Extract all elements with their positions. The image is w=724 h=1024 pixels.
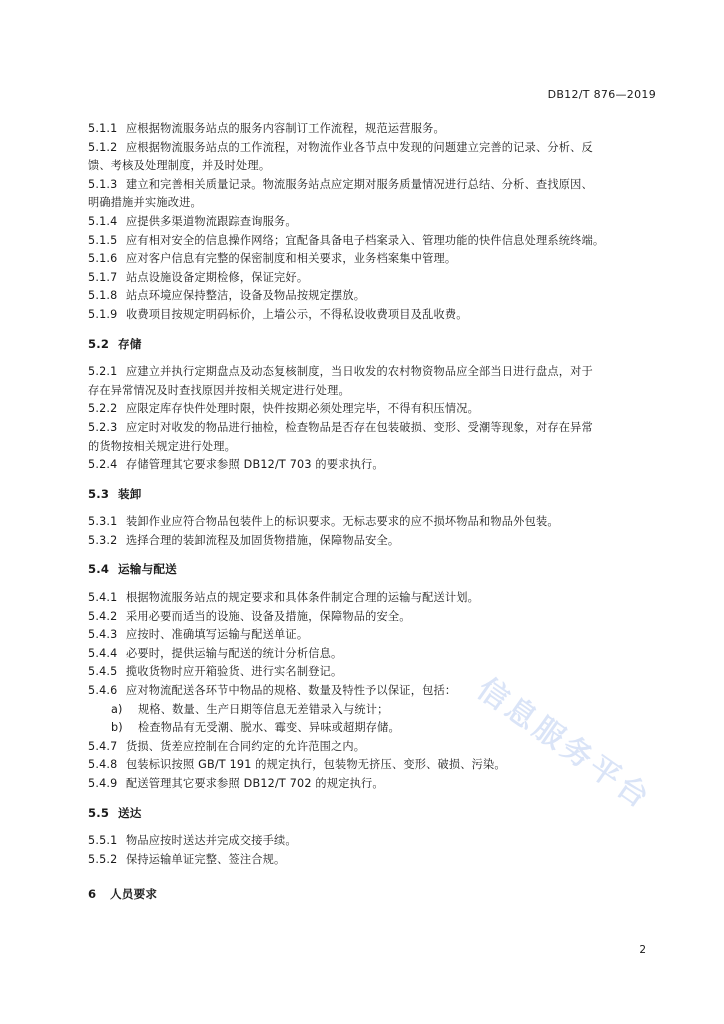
watermark-text: 信息服务平台 xyxy=(470,671,658,818)
clause-group-5-4 xyxy=(88,589,658,794)
document-body xyxy=(88,120,658,914)
clause-text: 保持运输单证完整、签注合规。 xyxy=(126,852,286,866)
clause-text: 应有相对安全的信息操作网络；宜配备具备电子档案录入、管理功能的快件信息处理系统终端。 xyxy=(126,233,605,247)
clause-text: 应对客户信息有完整的保密制度和相关要求，业务档案集中管理。 xyxy=(126,252,457,266)
clause-5-4-2 xyxy=(88,608,658,627)
clause-5-4-8 xyxy=(88,756,658,775)
clause-text-continued: 馈、考核及处理制度，并及时处理。 xyxy=(88,159,271,173)
clause-number: 5.2.2 xyxy=(88,402,118,416)
clause-text: 建立和完善相关质量记录。物流服务站点应定期对服务质量情况进行总结、分析、查找原因、 xyxy=(126,177,593,191)
clause-number: 5.5.2 xyxy=(88,852,118,866)
clause-number: 5.4.3 xyxy=(88,628,118,642)
clause-text: 选择合理的装卸流程及加固货物措施，保障物品安全。 xyxy=(126,533,400,547)
clause-number: 5.4.2 xyxy=(88,609,118,623)
section-heading-5-5 xyxy=(88,804,658,823)
section-title: 装卸 xyxy=(118,486,142,501)
clause-5-4-3 xyxy=(88,626,658,645)
document-code: DB12/T 876—2019 xyxy=(547,88,656,101)
clause-text: 应建立并执行定期盘点及动态复核制度，当日收发的农村物资物品应全部当日进行盘点，对于 xyxy=(126,365,593,379)
clause-text: 应根据物流服务站点的服务内容制订工作流程，规范运营服务。 xyxy=(126,122,445,135)
clause-5-5-2 xyxy=(88,851,658,870)
section-number: 6 xyxy=(88,887,97,902)
section-heading-6 xyxy=(88,885,658,904)
clause-5-2-1 xyxy=(88,363,658,400)
clause-5-4-5 xyxy=(88,663,658,682)
clause-number: 5.4.5 xyxy=(88,665,118,679)
clause-5-1-1 xyxy=(88,120,658,139)
clause-text-continued: 明确措施并实施改进。 xyxy=(88,196,202,210)
clause-number: 5.5.1 xyxy=(88,834,118,848)
section-title: 送达 xyxy=(118,805,142,820)
clause-5-4-9 xyxy=(88,775,658,794)
clause-number: 5.1.4 xyxy=(88,214,118,228)
clause-5-5-1 xyxy=(88,832,658,851)
clause-5-2-3 xyxy=(88,419,658,456)
clause-group-5-5 xyxy=(88,832,658,869)
clause-text-continued: 存在异常情况及时查找原因并按相关规定进行处理。 xyxy=(88,383,350,397)
clause-text: 应根据物流服务站点的工作流程，对物流作业各节点中发现的问题建立完善的记录、分析、反 xyxy=(126,140,593,154)
clause-5-1-5 xyxy=(88,232,658,251)
clause-number: 5.4.9 xyxy=(88,777,118,790)
clause-text: 包装标识按照 GB/T 191 的规定执行，包装物无挤压、变形、破损、污染。 xyxy=(126,758,506,772)
clause-5-1-4 xyxy=(88,213,658,232)
section-heading-5-2 xyxy=(88,335,658,354)
clause-number: 5.1.9 xyxy=(88,307,118,321)
clause-5-3-2 xyxy=(88,532,658,551)
clause-text: 采用必要而适当的设施、设备及措施，保障物品的安全。 xyxy=(126,609,411,623)
clause-number: 5.4.6 xyxy=(88,684,118,698)
clause-text-continued: 的货物按相关规定进行处理。 xyxy=(88,439,237,453)
clause-5-4-6 xyxy=(88,682,658,701)
clause-5-1-8 xyxy=(88,287,658,306)
clause-number: 5.4.1 xyxy=(88,591,118,605)
clause-number: 5.1.3 xyxy=(88,177,118,191)
clause-text: 应对物流配送各环节中物品的规格、数量及特性予以保证，包括： xyxy=(126,684,457,698)
clause-text: 应限定库存快件处理时限，快件按期必须处理完毕，不得有积压情况。 xyxy=(126,402,480,416)
clause-text: 存储管理其它要求参照 DB12/T 703 的要求执行。 xyxy=(126,458,384,472)
clause-number: 5.1.5 xyxy=(88,233,118,247)
clause-number: 5.1.2 xyxy=(88,140,118,154)
clause-5-3-1 xyxy=(88,513,658,532)
list-item-label: a) xyxy=(111,702,123,716)
clause-number: 5.2.3 xyxy=(88,420,118,434)
list-item-b xyxy=(88,719,658,738)
clause-5-1-7 xyxy=(88,269,658,288)
clause-group-5-2 xyxy=(88,363,658,475)
list-item-label: b) xyxy=(111,721,123,735)
section-number: 5.5 xyxy=(88,805,110,820)
section-title: 存储 xyxy=(118,336,142,351)
section-heading-5-4 xyxy=(88,560,658,579)
clause-5-4-1 xyxy=(88,589,658,608)
clause-5-2-2 xyxy=(88,400,658,419)
clause-text: 根据物流服务站点的规定要求和具体条件制定合理的运输与配送计划。 xyxy=(126,591,480,605)
clause-number: 5.4.7 xyxy=(88,739,118,753)
clause-5-1-3 xyxy=(88,176,658,213)
clause-text: 配送管理其它要求参照 DB12/T 702 的规定执行。 xyxy=(126,777,384,790)
clause-text: 站点环境应保持整洁，设备及物品按规定摆放。 xyxy=(126,289,366,303)
section-title: 运输与配送 xyxy=(118,562,177,577)
clause-text: 应定时对收发的物品进行抽检，检查物品是否存在包装破损、变形、受潮等现象，对存在异常 xyxy=(126,420,593,434)
clause-text: 应提供多渠道物流跟踪查询服务。 xyxy=(126,214,297,228)
clause-number: 5.1.6 xyxy=(88,252,118,266)
clause-number: 5.2.4 xyxy=(88,458,118,472)
clause-group-5-1 xyxy=(88,120,658,325)
clause-number: 5.3.1 xyxy=(88,515,118,529)
clause-5-1-2 xyxy=(88,139,658,176)
clause-5-1-6 xyxy=(88,250,658,269)
clause-number: 5.4.4 xyxy=(88,646,118,660)
clause-number: 5.1.7 xyxy=(88,270,118,284)
page-number: 2 xyxy=(639,944,646,956)
section-number: 5.4 xyxy=(88,562,110,577)
section-number: 5.3 xyxy=(88,486,110,501)
clause-text: 收费项目按规定明码标价，上墙公示，不得私设收费项目及乱收费。 xyxy=(126,307,468,321)
clause-5-1-9 xyxy=(88,306,658,325)
clause-5-2-4 xyxy=(88,456,658,475)
list-item-a xyxy=(88,701,658,720)
clause-text: 揽收货物时应开箱验货、进行实名制登记。 xyxy=(126,665,343,679)
clause-number: 5.4.8 xyxy=(88,758,118,772)
clause-text: 站点设施设备定期检修，保证完好。 xyxy=(126,270,309,284)
clause-text: 货损、货差应控制在合同约定的允许范围之内。 xyxy=(126,739,366,753)
section-number: 5.2 xyxy=(88,336,110,351)
clause-5-4-7 xyxy=(88,738,658,757)
section-title: 人员要求 xyxy=(110,887,158,902)
clause-5-4-4 xyxy=(88,645,658,664)
clause-text: 应按时、准确填写运输与配送单证。 xyxy=(126,628,309,642)
section-heading-5-3 xyxy=(88,485,658,504)
clause-number: 5.2.1 xyxy=(88,365,118,379)
clause-number: 5.1.8 xyxy=(88,289,118,303)
clause-number: 5.1.1 xyxy=(88,122,118,135)
clause-group-5-3 xyxy=(88,513,658,550)
list-item-text: 规格、数量、生产日期等信息无差错录入与统计； xyxy=(138,702,389,716)
clause-text: 装卸作业应符合物品包装件上的标识要求。无标志要求的应不损坏物品和物品外包装。 xyxy=(126,515,559,529)
list-item-text: 检查物品有无受潮、脱水、霉变、异味或超期存储。 xyxy=(138,721,400,735)
clause-number: 5.3.2 xyxy=(88,533,118,547)
clause-text: 必要时，提供运输与配送的统计分析信息。 xyxy=(126,646,343,660)
clause-text: 物品应按时送达并完成交接手续。 xyxy=(126,834,297,848)
